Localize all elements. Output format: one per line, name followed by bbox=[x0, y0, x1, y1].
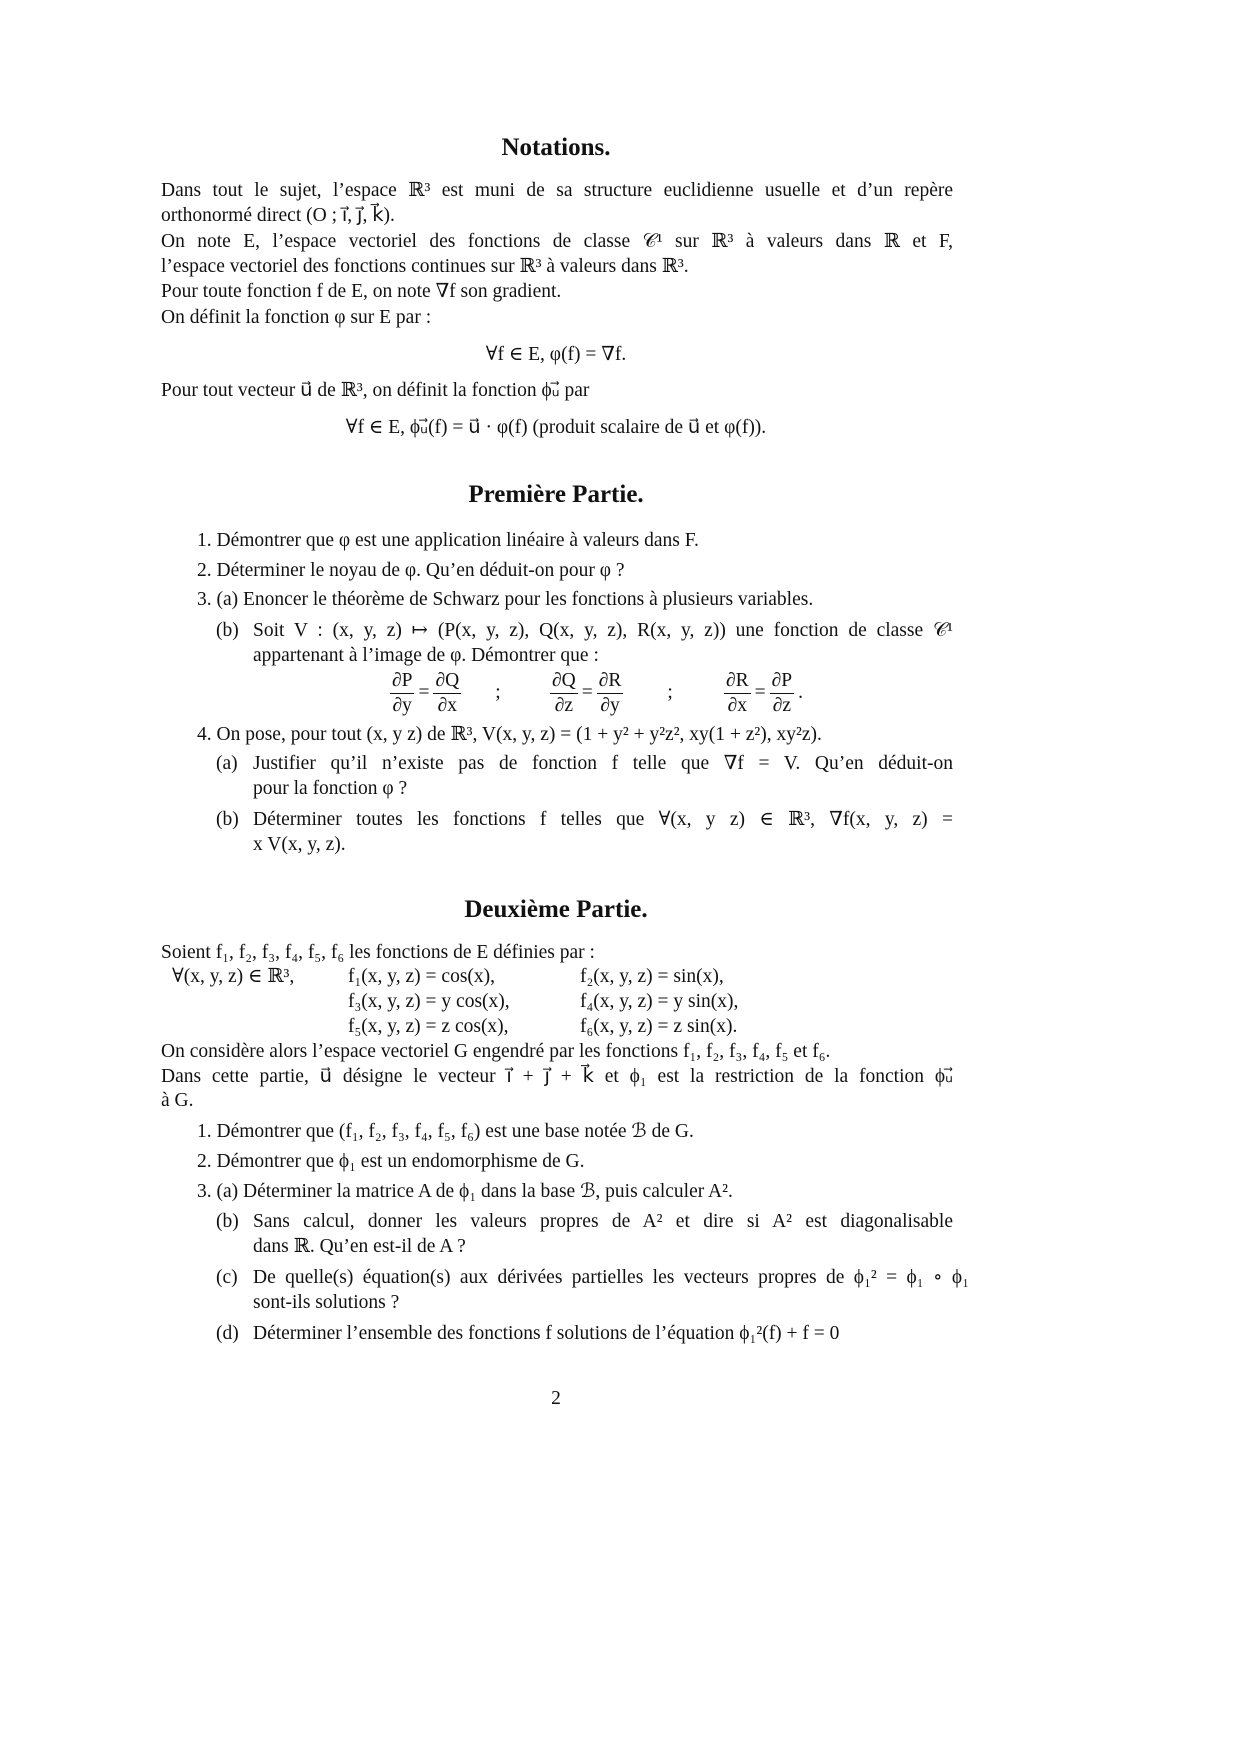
definition: f₄(x, y, z) = y sin(x), bbox=[580, 991, 739, 1012]
text-line: Dans cette partie, u⃗ désigne le vecteur i⃗ + j⃗ + k⃗ et ϕ₁ est la restriction de la fonction ϕᵤ⃗ bbox=[161, 1066, 953, 1087]
text-line: On définit la fonction φ sur E par : bbox=[161, 307, 432, 328]
text-line: ∀(x, y, z) ∈ ℝ³, bbox=[172, 966, 295, 987]
text-line: x V(x, y, z). bbox=[253, 834, 346, 855]
text-line: Déterminer toutes les fonctions f telles que ∀(x, y z) ∈ ℝ³, ∇f(x, y, z) = bbox=[253, 809, 953, 830]
question: 1. Démontrer que (f₁, f₂, f₃, f₄, f₅, f₆) est une base notée ℬ de G. bbox=[197, 1121, 694, 1142]
text-line: On considère alors l’espace vectoriel G engendré par les fonctions f₁, f₂, f₃, f₄, f₅ et f₆. bbox=[161, 1041, 831, 1062]
denominator: ∂y bbox=[600, 694, 620, 716]
denominator: ∂x bbox=[437, 694, 458, 716]
section-title-part2: Deuxième Partie. bbox=[464, 896, 648, 923]
numerator: ∂Q bbox=[433, 669, 461, 694]
text-line: Dans tout le sujet, l’espace ℝ³ est muni de sa structure euclidienne usuelle et d’un repère bbox=[161, 180, 953, 201]
denominator: ∂y bbox=[392, 694, 412, 716]
definition: f₃(x, y, z) = y cos(x), bbox=[348, 991, 510, 1012]
text-line: On note E, l’espace vectoriel des fonctions de classe 𝒞¹ sur ℝ³ à valeurs dans ℝ et F, bbox=[161, 231, 953, 252]
question-label: (c) bbox=[216, 1267, 238, 1288]
schwarz-equation bbox=[720, 668, 803, 718]
denominator: ∂z bbox=[554, 694, 573, 716]
text-line: Justifier qu’il n’existe pas de fonction f telle que ∇f = V. Qu’en déduit-on bbox=[253, 753, 953, 774]
definition: f₂(x, y, z) = sin(x), bbox=[580, 966, 724, 987]
numerator: ∂Q bbox=[550, 669, 578, 694]
question: 1. Démontrer que φ est une application linéaire à valeurs dans F. bbox=[197, 530, 699, 551]
denominator: ∂x bbox=[727, 694, 748, 716]
text-line: orthonormé direct (O ; i⃗, j⃗, k⃗). bbox=[161, 205, 395, 226]
numerator: ∂P bbox=[770, 669, 794, 694]
question-label: (d) bbox=[216, 1323, 239, 1344]
text-line: Déterminer l’ensemble des fonctions f solutions de l’équation ϕ₁²(f) + f = 0 bbox=[253, 1323, 840, 1344]
separator: . bbox=[798, 682, 804, 703]
separator: ; bbox=[495, 682, 501, 703]
text-line: appartenant à l’image de φ. Démontrer que : bbox=[253, 645, 599, 666]
numerator: ∂R bbox=[724, 669, 751, 694]
equation: ∀f ∈ E, ϕᵤ⃗(f) = u⃗ · φ(f) (produit scalaire de u⃗ et φ(f)). bbox=[345, 417, 767, 438]
equals: = bbox=[754, 682, 766, 703]
section-title-part1: Première Partie. bbox=[468, 481, 644, 508]
question: 2. Démontrer que ϕ₁ est un endomorphisme de G. bbox=[197, 1151, 585, 1172]
text-line: l’espace vectoriel des fonctions continues sur ℝ³ à valeurs dans ℝ³. bbox=[161, 256, 689, 277]
schwarz-equation bbox=[546, 668, 673, 718]
text-line: Sans calcul, donner les valeurs propres de A² et dire si A² est diagonalisable bbox=[253, 1211, 953, 1232]
text-line: Pour toute fonction f de E, on note ∇f son gradient. bbox=[161, 281, 562, 302]
definition: f₆(x, y, z) = z sin(x). bbox=[580, 1016, 738, 1037]
schwarz-equation bbox=[386, 668, 501, 718]
text-line: sont-ils solutions ? bbox=[253, 1292, 400, 1313]
equals: = bbox=[581, 682, 593, 703]
text-line: De quelle(s) équation(s) aux dérivées partielles les vecteurs propres de ϕ₁² = ϕ₁ ∘ ϕ₁ bbox=[253, 1267, 969, 1288]
question-label: (b) bbox=[216, 809, 239, 830]
section-title-notations: Notations. bbox=[501, 134, 611, 161]
question: 3. (a) Enoncer le théorème de Schwarz pour les fonctions à plusieurs variables. bbox=[197, 589, 814, 610]
text-line: Pour tout vecteur u⃗ de ℝ³, on définit la fonction ϕᵤ⃗ par bbox=[161, 380, 590, 401]
question: 3. (a) Déterminer la matrice A de ϕ₁ dans la base ℬ, puis calculer A². bbox=[197, 1181, 733, 1202]
text-line: dans ℝ. Qu’en est-il de A ? bbox=[253, 1236, 466, 1257]
numerator: ∂P bbox=[390, 669, 414, 694]
text-line: Soient f₁, f₂, f₃, f₄, f₅, f₆ les fonctions de E définies par : bbox=[161, 942, 595, 963]
question-label: (a) bbox=[216, 753, 238, 774]
question: 4. On pose, pour tout (x, y z) de ℝ³, V(x, y, z) = (1 + y² + y²z², xy(1 + z²), xy²z). bbox=[197, 724, 822, 745]
question-label: (b) bbox=[216, 1211, 239, 1232]
question: 2. Déterminer le noyau de φ. Qu’en déduit-on pour φ ? bbox=[197, 560, 625, 581]
numerator: ∂R bbox=[597, 669, 624, 694]
text-line: Soit V : (x, y, z) ↦ (P(x, y, z), Q(x, y, z), R(x, y, z)) une fonction de classe 𝒞¹ bbox=[253, 620, 953, 641]
denominator: ∂z bbox=[772, 694, 792, 716]
definition: f₅(x, y, z) = z cos(x), bbox=[348, 1016, 509, 1037]
definition: f₁(x, y, z) = cos(x), bbox=[348, 966, 496, 987]
page-number: 2 bbox=[551, 1388, 561, 1409]
separator: ; bbox=[667, 682, 673, 703]
equals: = bbox=[418, 682, 430, 703]
text-line: à G. bbox=[161, 1090, 194, 1111]
equation: ∀f ∈ E, φ(f) = ∇f. bbox=[485, 344, 627, 365]
text-line: pour la fonction φ ? bbox=[253, 778, 408, 799]
question-label: (b) bbox=[216, 620, 239, 641]
